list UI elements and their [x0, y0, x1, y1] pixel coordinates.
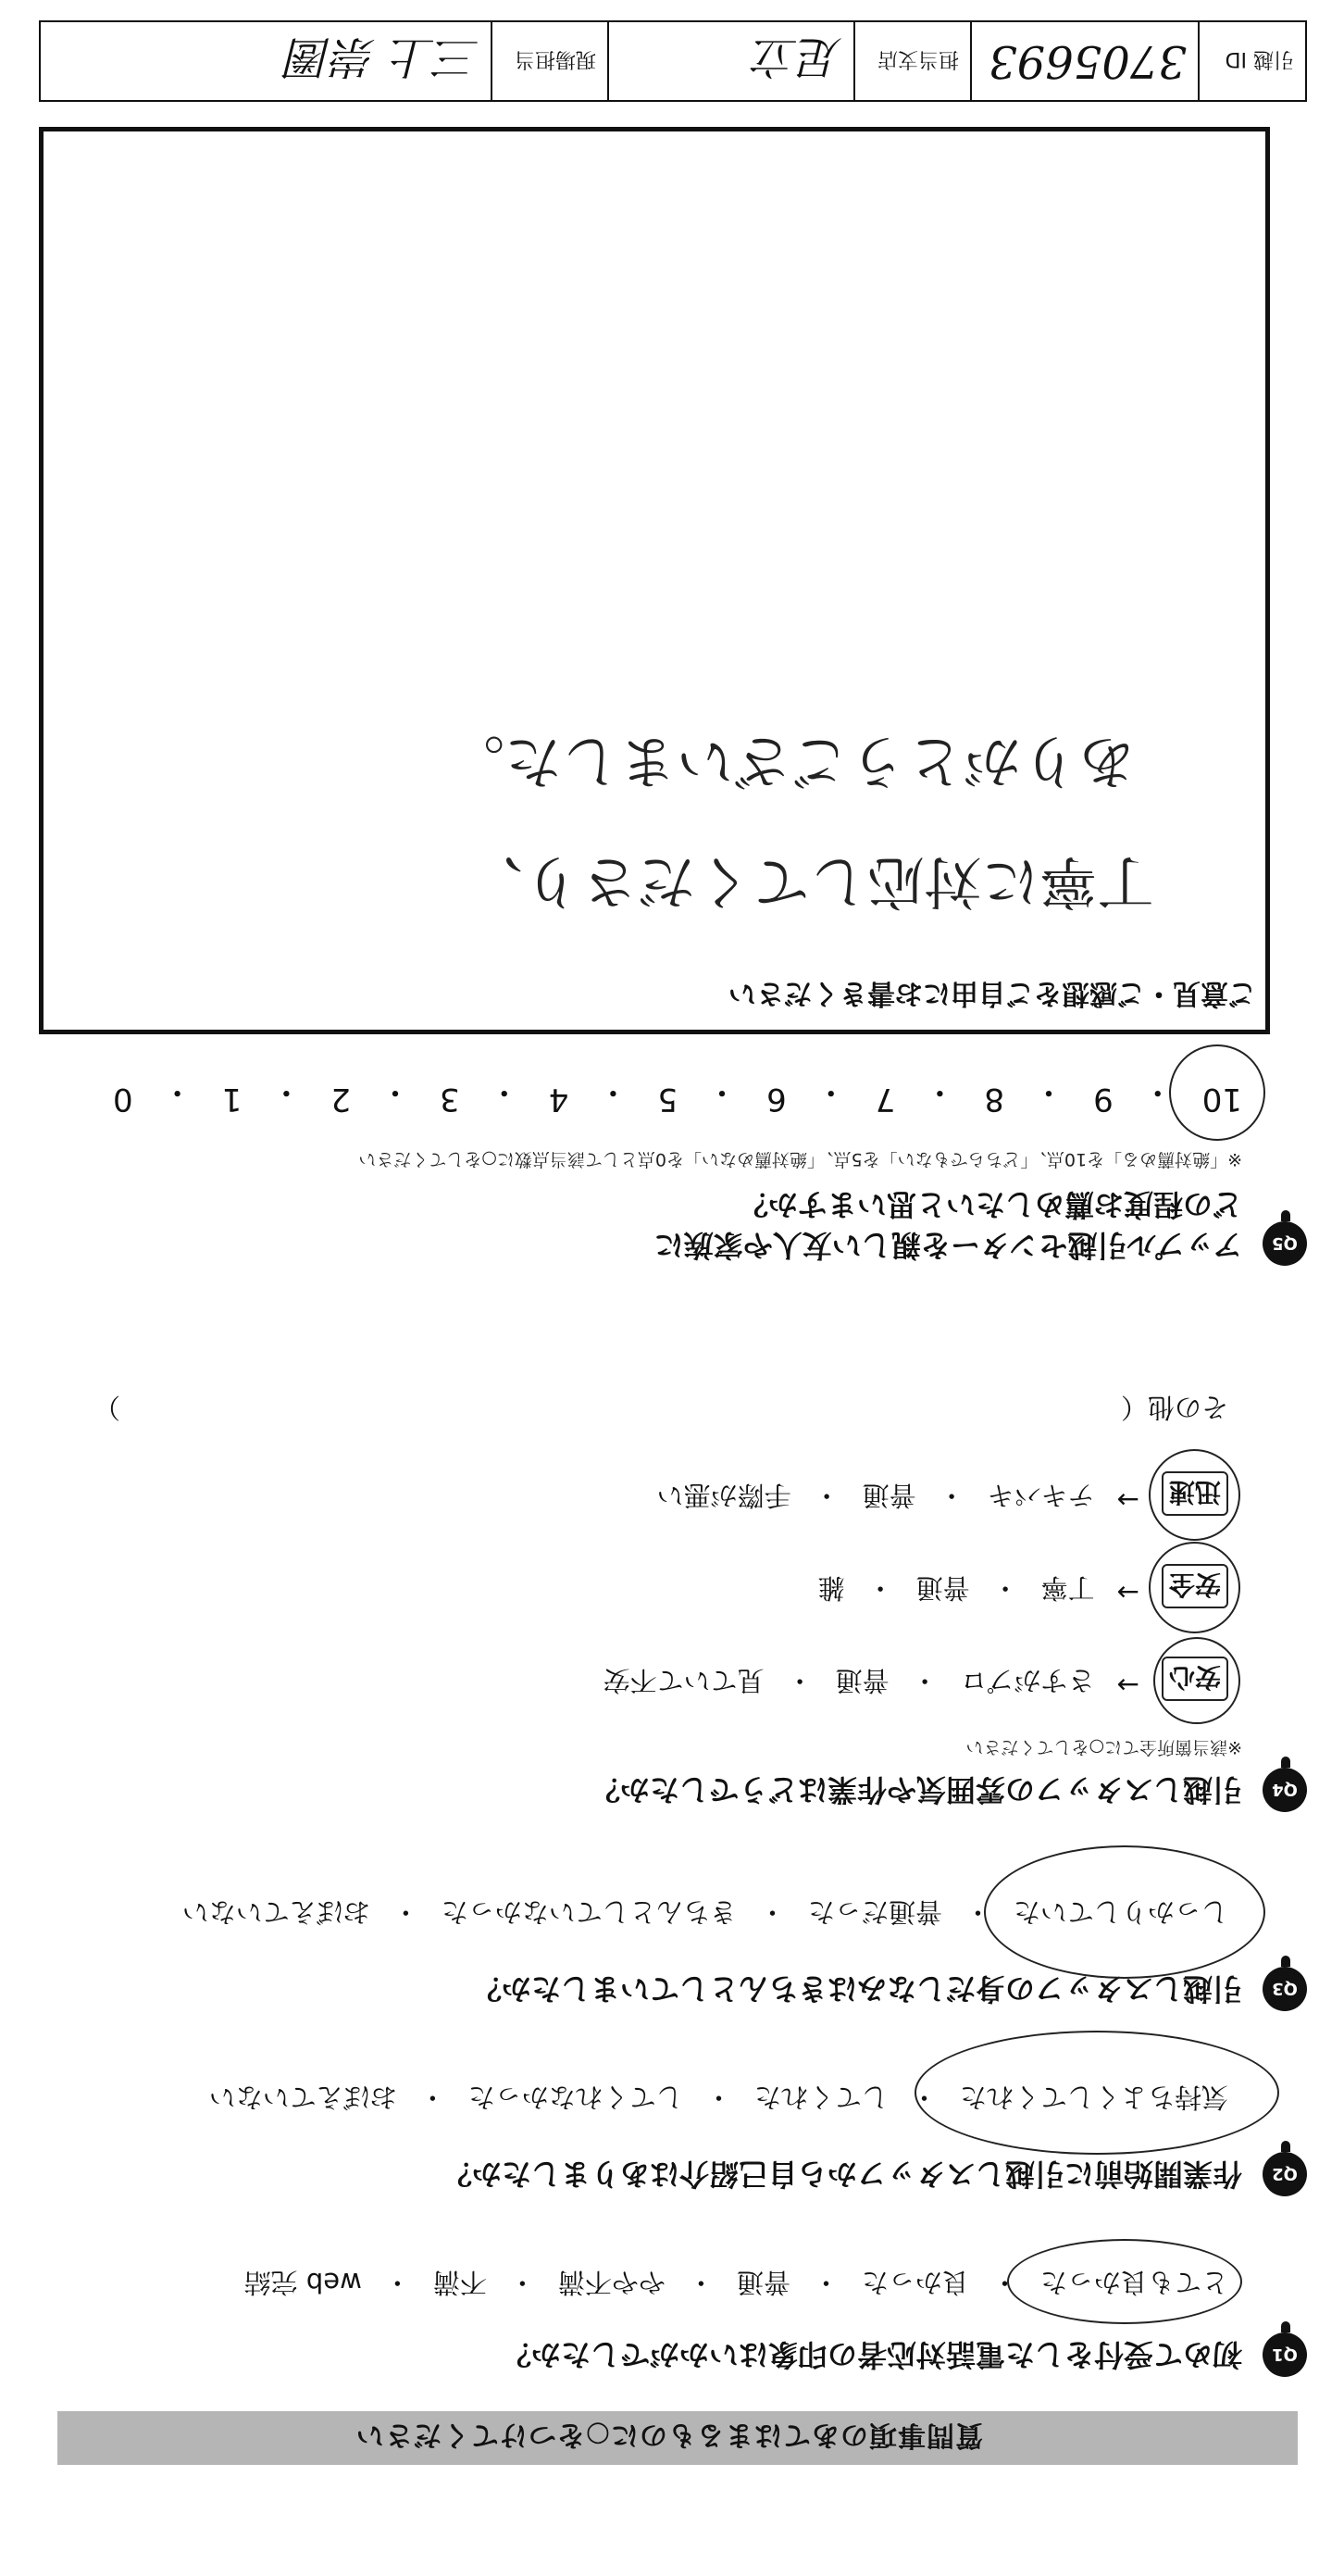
q3-answer-circle [984, 1845, 1265, 1979]
q4-row-label: 安心 [1162, 1657, 1228, 1701]
q4-option[interactable]: テキパキ [987, 1480, 1095, 1511]
q2-answer-circle [915, 2031, 1279, 2155]
leader-value: 三上 崇圏 [287, 31, 479, 83]
q4-jinsoku-circle [1149, 1449, 1240, 1541]
q4-row-anshin: 安心 → さすがプロ ・ 普通 ・ 見ていて不安 [581, 1657, 1228, 1701]
question-2-options: 気持ちよくしてくれた ・ してくれた ・ してくれなかった ・ おぼえていない [187, 2080, 1228, 2118]
branch-value: 足立 [607, 22, 853, 100]
q3-option[interactable]: おぼえていない [181, 1896, 370, 1928]
q2-icon: Q2 [1263, 2152, 1307, 2196]
question-1 [502, 2332, 1307, 2377]
question-2-text: 作業開始前に引越しスタッフから自己紹介はありましたか？ [442, 2157, 1242, 2192]
question-1-text: 初めて受付をした電話対応者の印象はいかがでしたか？ [501, 2337, 1242, 2372]
instruction-header [57, 2411, 1298, 2465]
q4-option[interactable]: 普通 [835, 1665, 890, 1696]
question-3-options: しっかりしていた ・ 普通だった ・ きちんとしていなかった ・ おぼえていない [160, 1894, 1228, 1932]
score-option[interactable]: 5 [657, 1081, 678, 1118]
score-option[interactable]: 10 [1201, 1081, 1242, 1118]
question-2 [442, 2152, 1307, 2196]
q3-option[interactable]: 普通だった [807, 1896, 942, 1928]
q2-option[interactable]: してくれた [753, 2082, 889, 2113]
question-1-options: とても良かった ・ 良かった ・ 普通 ・ やや不満 ・ 不満 ・ web 完結 [222, 2265, 1228, 2303]
q4-row-label: 迅速 [1162, 1471, 1228, 1516]
q1-option[interactable]: 普通 [736, 2267, 790, 2298]
comment-box[interactable] [39, 127, 1270, 1034]
q1-option[interactable]: 良かった [861, 2267, 969, 2298]
question-5 [654, 1184, 1307, 1266]
q5-icon: Q5 [1263, 1221, 1307, 1266]
q4-option[interactable]: 普通 [915, 1572, 970, 1604]
q4-option[interactable]: 見ていて不安 [603, 1665, 765, 1696]
question-3-text: 引越しスタッフの身だしなみはきちんとしていましたか？ [471, 1971, 1242, 2007]
leader-label: 現場担当 [491, 22, 607, 100]
comment-title: ご意見・ご感想をご自由にお書きください [728, 977, 1256, 1009]
q4-option[interactable]: 普通 [862, 1480, 916, 1511]
q4-option[interactable]: 丁寧 [1040, 1572, 1095, 1604]
q4-anshin-circle [1153, 1637, 1240, 1724]
question-4 [591, 1768, 1307, 1812]
score-option[interactable]: 8 [984, 1081, 1005, 1118]
id-value: 3705693 [970, 22, 1198, 100]
q3-option[interactable]: きちんとしていなかった [441, 1896, 737, 1928]
q4-other-close: ） [93, 1392, 121, 1423]
q4-option[interactable]: 手際が悪い [656, 1480, 791, 1511]
q4-icon: Q4 [1263, 1768, 1307, 1812]
q4-row-anzen: 安全 → 丁寧 ・ 普通 ・ 雑 [796, 1564, 1228, 1608]
q1-answer-circle [1007, 2239, 1242, 2324]
q1-option[interactable]: 不満 [432, 2267, 487, 2298]
question-4-text: 引越しスタッフの雰囲気や作業はどうでしたか？ [590, 1772, 1242, 1807]
instruction-text: 質問事項のあてはまるものに○をつけてください [355, 2419, 983, 2451]
score-option[interactable]: 0 [113, 1081, 133, 1118]
q2-option[interactable]: 気持ちよくしてくれた [959, 2082, 1228, 2113]
score-option[interactable]: 7 [875, 1081, 896, 1118]
q1-option[interactable]: web 完結 [243, 2267, 362, 2298]
score-option[interactable]: 4 [548, 1081, 569, 1118]
score-option[interactable]: 3 [440, 1081, 460, 1118]
q2-option[interactable]: してくれなかった [467, 2082, 683, 2113]
handwritten-comment-line-1: 丁寧に対応してくださり、 [465, 848, 1154, 916]
handwritten-comment-line-2: ありがとうございました。 [446, 728, 1136, 795]
q4-row-jinsoku: 迅速 → テキパキ ・ 普通 ・ 手際が悪い [635, 1471, 1228, 1516]
footer-info-table [39, 20, 1307, 102]
q4-anzen-circle [1149, 1542, 1240, 1633]
score-option[interactable]: 6 [766, 1081, 787, 1118]
q4-option[interactable]: さすがプロ [960, 1665, 1095, 1696]
q5-answer-circle [1169, 1044, 1265, 1141]
q4-other-label: その他（ [1120, 1392, 1228, 1423]
score-option[interactable]: 1 [221, 1081, 243, 1118]
question-5-text: アップル引越センターを親しい友人や家族に どの程度お薦めしたいと思いますか？ [653, 1187, 1242, 1263]
q3-option[interactable]: しっかりしていた [1013, 1896, 1228, 1928]
score-option[interactable]: 9 [1093, 1081, 1114, 1118]
q1-icon: Q1 [1263, 2332, 1307, 2377]
question-3 [472, 1967, 1307, 2011]
question-4-note: ※該当箇所全てに○をしてください [965, 1737, 1242, 1757]
score-option[interactable]: 2 [330, 1081, 351, 1118]
q4-other [71, 1390, 1228, 1428]
q1-option[interactable]: やや不満 [557, 2267, 666, 2298]
q1-option[interactable]: とても良かった [1039, 2267, 1228, 2298]
q2-option[interactable]: おぼえていない [208, 2082, 397, 2113]
branch-label: 担当支店 [853, 22, 970, 100]
q5-score-scale: 10 ・ 9 ・ 8 ・ 7 ・ 6 ・ 5 ・ 4 ・ 3 ・ 2 ・ 1 ・ 0 [113, 1073, 1242, 1118]
q3-icon: Q3 [1263, 1967, 1307, 2011]
q4-row-label: 安全 [1162, 1564, 1228, 1608]
id-label: 引越 ID [1198, 22, 1305, 100]
q4-option[interactable]: 雑 [817, 1572, 845, 1604]
question-5-note: ※「絶対薦める」を10点、「どちらでもない」を5点、「絶対薦めない」を0点として該当点数に○をしてください [358, 1149, 1242, 1169]
